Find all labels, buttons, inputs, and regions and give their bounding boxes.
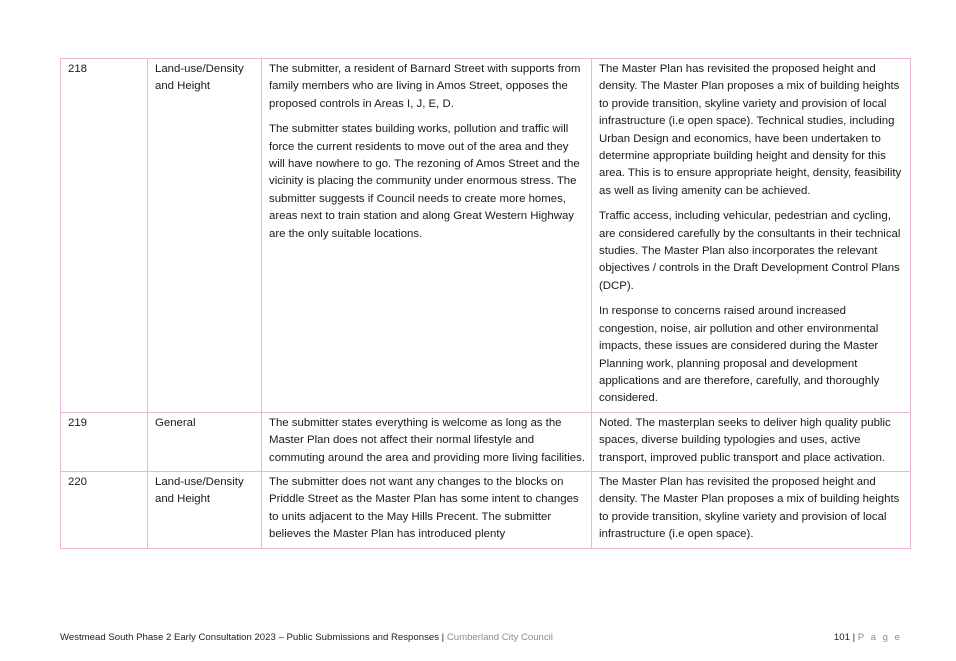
footer-page-info [834,632,902,643]
response-text [592,59,911,413]
table-row [61,59,911,413]
submission-paragraph: The submitter states everything is welcome as long as the Master Plan does not affect their normal lifestyle and commuting around the area and providing more living facilities. [269,416,585,464]
response-paragraph: Noted. The masterplan seeks to deliver high quality public spaces, diverse building typologies and uses, active transport, improved public transport and place activation. [599,416,891,464]
submission-id: 218 [61,59,148,413]
response-paragraph: In response to concerns raised around increased congestion, noise, air pollution and other environmental impacts, these issues are considered during the Master Planning work, planning proposal and development applications and are therefore, carefully, and thoroughly considered. [599,305,880,405]
page-separator: | [852,632,856,643]
submission-paragraph: The submitter does not want any changes to the blocks on Priddle Street as the Master Plan has some intent to changes to units adjacent to the May Hills Precent. The submitter believes the Master Plan has introduced plenty [269,475,579,541]
submission-topic: General [148,412,262,471]
footer-document-title [60,632,553,643]
response-paragraph: Traffic access, including vehicular, pedestrian and cycling, are considered carefully by the consultants in their technical studies. The Master Plan also incorporates the relevant objectives / controls in the Draft Development Control Plans (DCP). [599,210,901,292]
page-number: 101 [833,632,850,643]
submission-topic: Land-use/Density and Height [148,59,262,413]
submission-id: 220 [61,471,148,548]
submission-id: 219 [61,412,148,471]
table-row [61,412,911,471]
submission-text [262,412,592,471]
submission-text [262,59,592,413]
submissions-table [60,58,911,549]
response-paragraph: The Master Plan has revisited the proposed height and density. The Master Plan proposes a mix of building heights to provide transition, skyline variety and provision of local infrastructure (i.e open space). [599,475,900,541]
submission-text [262,471,592,548]
submission-topic: Land-use/Density and Height [148,471,262,548]
response-text [592,412,911,471]
response-text [592,471,911,548]
submission-paragraph: The submitter states building works, pollution and traffic will force the current residents to move out of the area and they will have nowhere to go. The rezoning of Amos Street and the vicinity is placing the community under enormous stress. The submitter suggests if Council needs to create more homes, areas next to train station and along Great Western Highway are the only suitable locations. [269,123,580,240]
response-paragraph: The Master Plan has revisited the proposed height and density. The Master Plan proposes a mix of building heights to provide transition, skyline variety and provision of local infrastructure (i.e open space). Technical studies, including Urban Design and economics, have been undertaken to determine appropriate building height and density for this area. This is to ensure appropriate height, density, feasibility as well as living amenity can be achieved. [599,63,902,197]
submission-paragraph: The submitter, a resident of Barnard Street with supports from family members who are living in Amos Street, opposes the proposed controls in Areas I, J, E, D. [269,63,581,110]
table-row [61,471,911,548]
footer-council-name: Cumberland City Council [446,632,553,643]
page-label: P a g e [857,632,902,643]
footer-title: Westmead South Phase 2 Early Consultation 2023 – Public Submissions and Responses | [60,632,445,643]
